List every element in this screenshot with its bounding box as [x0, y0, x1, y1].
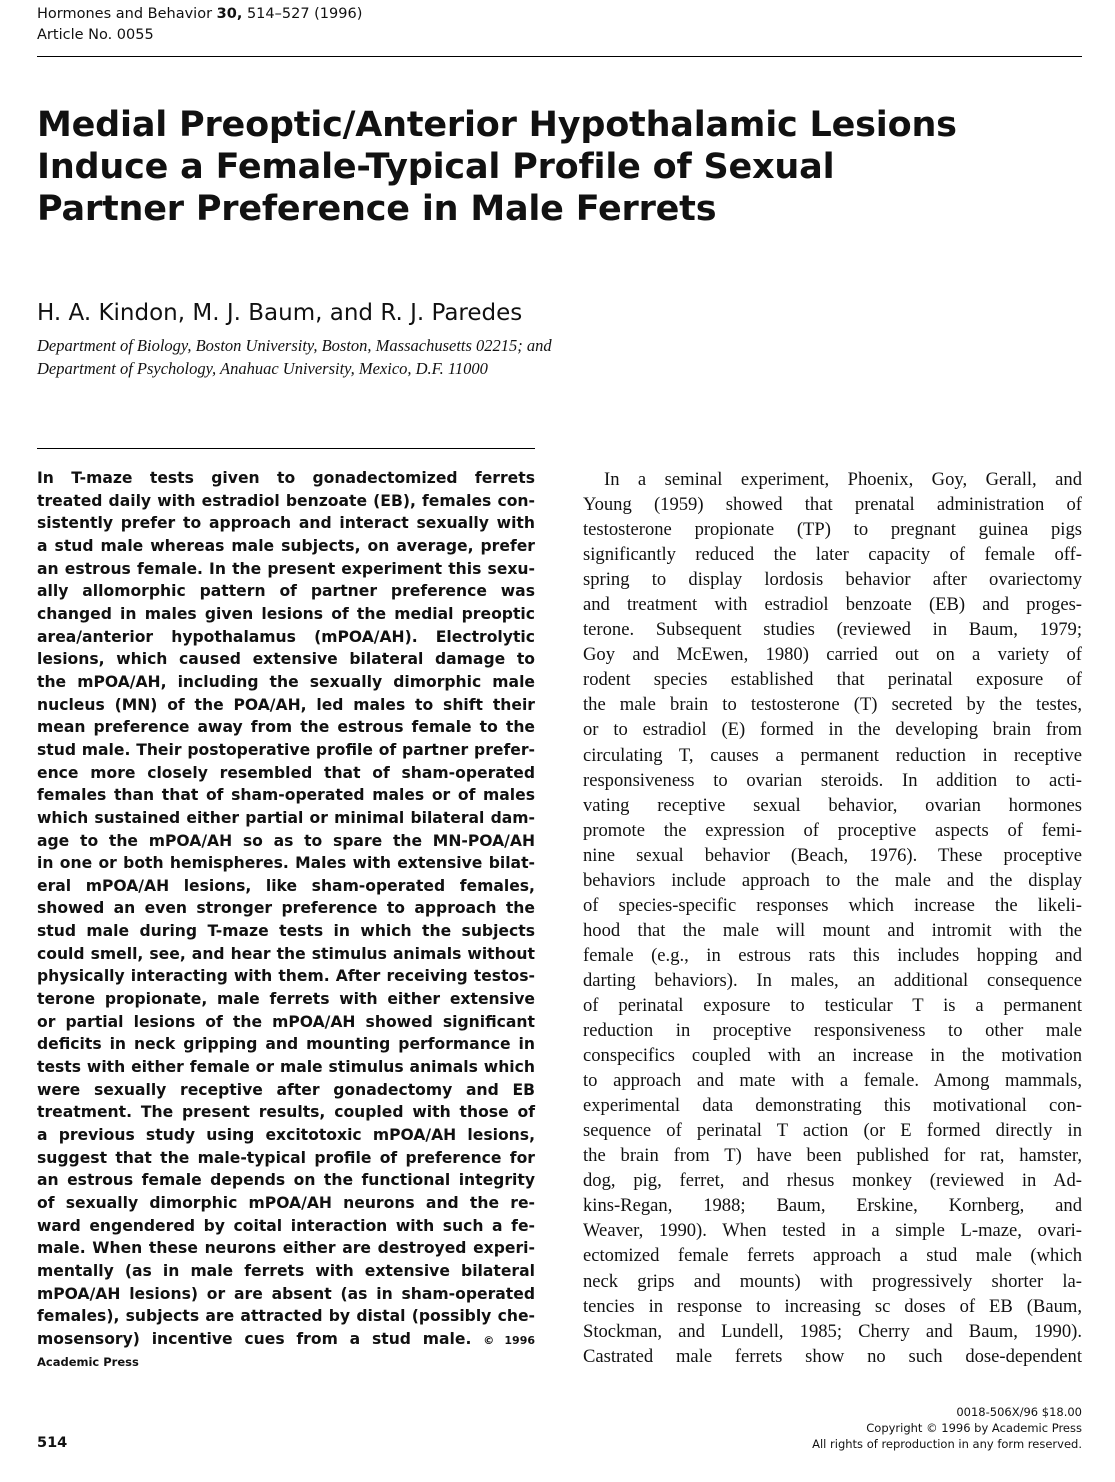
body-line: promote the expression of proceptive aspects of femi-: [583, 819, 1082, 841]
article-title: [37, 104, 1037, 230]
body-line: In a seminal experiment, Phoenix, Goy, Gerall, and: [604, 469, 1082, 490]
body-line: Castrated male ferrets show no such dose-dependent: [583, 1345, 1082, 1367]
copyright-line: Copyright © 1996 by Academic Press: [866, 1421, 1082, 1435]
journal-pages: 514–527 (1996): [246, 6, 363, 22]
abstract-line: females than that of sham-operated males or of males: [37, 786, 535, 805]
affiliation-line: Department of Psychology, Anahuac University, Mexico, D.F. 11000: [37, 359, 488, 378]
abstract-line: could smell, see, and hear the stimulus animals without: [37, 944, 535, 963]
rights-line: All rights of reproduction in any form reserved.: [812, 1437, 1082, 1451]
header-divider: [37, 56, 1082, 57]
author-list: H. A. Kindon, M. J. Baum, and R. J. Paredes: [37, 300, 523, 326]
abstract-line-text: mosensory) incentive cues from a stud male.: [37, 1329, 472, 1348]
abstract-line: an estrous female. In the present experiment this sexu-: [37, 559, 535, 578]
abstract-line: ward engendered by coital interaction with such a fe-: [37, 1216, 535, 1235]
running-header: [37, 4, 362, 46]
journal-volume: 30,: [216, 6, 243, 22]
copyright-footer: [812, 1404, 1082, 1452]
issn-code: 0018-506X/96 $18.00: [956, 1405, 1082, 1419]
abstract-line: the mPOA/AH, including the sexually dimorphic male: [37, 672, 535, 691]
abstract: [37, 467, 535, 1371]
abstract-line: eral mPOA/AH lesions, like sham-operated females,: [37, 876, 535, 895]
abstract-line: females), subjects are attracted by distal (possibly che-: [37, 1307, 535, 1326]
body-line: neck grips and mounts) with progressively shorter la-: [583, 1270, 1082, 1292]
abstract-line: deficits in neck gripping and mounting performance in: [37, 1035, 535, 1054]
abstract-line: area/anterior hypothalamus (mPOA/AH). Electrolytic: [37, 627, 535, 646]
abstract-line: mean preference away from the estrous female to the: [37, 718, 535, 737]
abstract-line: in one or both hemispheres. Males with extensive bilat-: [37, 854, 535, 873]
body-line: Young (1959) showed that prenatal administration of: [583, 494, 1082, 516]
body-line: dog, pig, ferret, and rhesus monkey (reviewed in Ad-: [583, 1170, 1082, 1192]
abstract-line: an estrous female depends on the functional integrity: [37, 1171, 535, 1190]
body-line: darting behaviors). In males, an additional consequence: [583, 969, 1082, 991]
abstract-publisher: Academic Press: [37, 1354, 139, 1369]
abstract-line: tests with either female or male stimulus animals which: [37, 1058, 535, 1077]
body-line: Weaver, 1990). When tested in a simple L-maze, ovari-: [583, 1220, 1082, 1242]
abstract-line: [37, 1328, 535, 1353]
body-line: Goy and McEwen, 1980) carried out on a variety of: [583, 644, 1082, 666]
body-line: the male brain to testosterone (T) secreted by the testes,: [583, 694, 1082, 716]
abstract-line: mentally (as in male ferrets with extensive bilateral: [37, 1261, 535, 1280]
title-line: Partner Preference in Male Ferrets: [37, 189, 717, 229]
abstract-line: male. When these neurons either are destroyed experi-: [37, 1239, 535, 1258]
body-line: terone. Subsequent studies (reviewed in Baum, 1979;: [583, 619, 1082, 641]
abstract-line: ence more closely resembled that of sham-operated: [37, 763, 535, 782]
abstract-line: which sustained either partial or minimal bilateral dam-: [37, 808, 535, 827]
affiliations: [37, 334, 552, 380]
abstract-line: changed in males given lesions of the medial preoptic: [37, 604, 535, 623]
abstract-line: treated daily with estradiol benzoate (EB), females con-: [37, 491, 535, 510]
body-line: rodent species established that perinatal exposure of: [583, 669, 1082, 691]
affiliation-line: Department of Biology, Boston University, Boston, Massachusetts 02215; and: [37, 336, 552, 355]
body-line: experimental data demonstrating this motivational con-: [583, 1095, 1082, 1117]
body-line: responsiveness to ovarian steroids. In addition to acti-: [583, 769, 1082, 791]
title-line: Induce a Female-Typical Profile of Sexual: [37, 147, 835, 187]
body-line: vating receptive sexual behavior, ovarian hormones: [583, 794, 1082, 816]
body-line: reduction in proceptive responsiveness to other male: [583, 1020, 1082, 1042]
journal-name: Hormones and Behavior: [37, 6, 213, 22]
body-line: sequence of perinatal T action (or E formed directly in: [583, 1120, 1082, 1142]
abstract-line: of sexually dimorphic mPOA/AH neurons and the re-: [37, 1194, 535, 1212]
abstract-line: stud male during T-maze tests in which the subjects: [37, 922, 535, 941]
body-line: female (e.g., in estrous rats this includes hopping and: [583, 944, 1082, 966]
body-line: to approach and mate with a female. Among mammals,: [583, 1070, 1082, 1092]
body-line: tencies in response to increasing sc doses of EB (Baum,: [583, 1295, 1082, 1317]
body-line: or to estradiol (E) formed in the developing brain from: [583, 719, 1082, 741]
abstract-copyright: © 1996: [483, 1333, 536, 1347]
body-line: of perinatal exposure to testicular T is a permanent: [583, 994, 1082, 1016]
abstract-line: ally allomorphic pattern of partner preference was: [37, 582, 535, 601]
abstract-line: mPOA/AH lesions) or are absent (as in sham-operated: [37, 1284, 535, 1303]
journal-citation: [37, 4, 362, 25]
abstract-divider: [37, 448, 535, 449]
body-text-column: [583, 467, 1082, 1369]
title-line: Medial Preoptic/Anterior Hypothalamic Lesions: [37, 105, 957, 145]
abstract-line: physically interacting with them. After receiving testos-: [37, 967, 535, 986]
abstract-line: a previous study using excitotoxic mPOA/AH lesions,: [37, 1126, 535, 1145]
body-line: Stockman, and Lundell, 1985; Cherry and Baum, 1990).: [583, 1320, 1082, 1342]
body-line: circulating T, causes a permanent reduction in receptive: [583, 744, 1082, 766]
abstract-line: were sexually receptive after gonadectomy and EB: [37, 1080, 535, 1099]
body-line: ectomized female ferrets approach a stud male (which: [583, 1245, 1082, 1267]
body-line: hood that the male will mount and intromit with the: [583, 919, 1082, 941]
body-line: significantly reduced the later capacity of female off-: [583, 544, 1082, 566]
abstract-line: treatment. The present results, coupled with those of: [37, 1103, 535, 1122]
body-line: nine sexual behavior (Beach, 1976). These proceptive: [583, 844, 1082, 866]
body-line: of species-specific responses which increase the likeli-: [583, 894, 1082, 916]
abstract-line: sistently prefer to approach and interact sexually with: [37, 514, 535, 533]
body-line: spring to display lordosis behavior after ovariectomy: [583, 569, 1082, 591]
body-line: conspecifics coupled with an increase in the motivation: [583, 1045, 1082, 1067]
abstract-line: In T-maze tests given to gonadectomized ferrets: [37, 469, 535, 487]
abstract-line: a stud male whereas male subjects, on average, prefer: [37, 536, 535, 555]
abstract-line: lesions, which caused extensive bilateral damage to: [37, 650, 535, 669]
body-line: the brain from T) have been published for rat, hamster,: [583, 1145, 1082, 1167]
article-number: Article No. 0055: [37, 27, 154, 43]
body-line: testosterone propionate (TP) to pregnant guinea pigs: [583, 519, 1082, 541]
body-line: kins-Regan, 1988; Baum, Erskine, Kornberg, and: [583, 1195, 1082, 1217]
abstract-line: stud male. Their postoperative profile of partner prefer-: [37, 740, 535, 759]
page-number: 514: [37, 1435, 68, 1451]
abstract-line: terone propionate, male ferrets with either extensive: [37, 990, 535, 1009]
abstract-line: age to the mPOA/AH so as to spare the MN-POA/AH: [37, 831, 535, 850]
abstract-line: suggest that the male-typical profile of preference for: [37, 1148, 535, 1167]
abstract-line: or partial lesions of the mPOA/AH showed significant: [37, 1012, 535, 1031]
abstract-line: nucleus (MN) of the POA/AH, led males to shift their: [37, 695, 535, 714]
abstract-line: showed an even stronger preference to approach the: [37, 899, 535, 918]
body-line: behaviors include approach to the male and the display: [583, 869, 1082, 891]
body-line: and treatment with estradiol benzoate (EB) and proges-: [583, 594, 1082, 616]
